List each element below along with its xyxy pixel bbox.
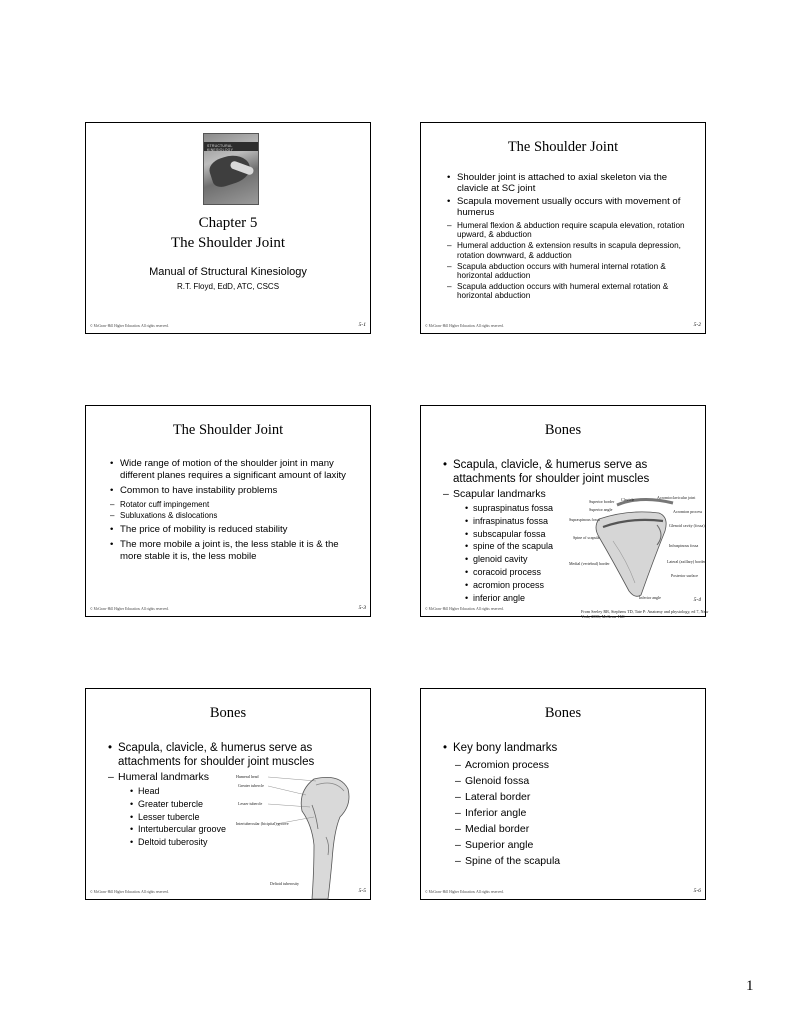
slide-6 xyxy=(420,688,706,900)
bullet-list xyxy=(443,741,560,869)
figure-label: Infraspinous fossa xyxy=(669,543,699,548)
copyright: © McGraw-Hill Higher Education. All rights reserved. xyxy=(90,607,169,611)
page-number: 1 xyxy=(746,978,754,994)
figure-label: Medial (vertebral) border xyxy=(569,561,610,566)
figure-label: Deltoid tuberosity xyxy=(270,881,299,886)
landmark-item: • Deltoid tuberosity xyxy=(130,836,250,849)
copyright: © McGraw-Hill Higher Education. All rights reserved. xyxy=(425,890,504,894)
figure-label: Humeral head xyxy=(236,774,259,779)
slide-title: Bones xyxy=(544,705,582,721)
bullet: • Key bony landmarks xyxy=(443,741,560,755)
landmark-item: • Head xyxy=(130,785,250,798)
slide-4 xyxy=(420,405,709,620)
figure-label: Spine of scapula xyxy=(573,535,600,540)
chapter-number: Chapter 5 xyxy=(198,215,258,231)
bullet: • Wide range of motion of the shoulder joint in many different planes requires a significant amount of laxity xyxy=(110,458,350,482)
sub-bullet: – Spine of the scapula xyxy=(455,853,560,869)
landmark-item: • subscapular fossa xyxy=(465,528,575,541)
copyright: © McGraw-Hill Higher Education. All rights reserved. xyxy=(90,890,169,894)
book-cover-image xyxy=(203,133,259,205)
figure-label: Clavicle xyxy=(621,497,635,502)
author: R.T. Floyd, EdD, ATC, CSCS xyxy=(176,282,280,291)
chapter-title: The Shoulder Joint xyxy=(170,235,286,251)
figure-label: Acromioclavicular joint xyxy=(657,495,696,500)
sub-bullet: – Scapular landmarks xyxy=(443,488,683,501)
bullet: • Common to have instability problems xyxy=(110,485,350,497)
bullet: • The price of mobility is reduced stability xyxy=(110,524,350,536)
humerus-illustration xyxy=(236,771,366,899)
landmark-item: • coracoid process xyxy=(465,566,575,579)
bullet: • Scapula movement usually occurs with movement of humerus xyxy=(447,197,697,218)
slide-title: Bones xyxy=(544,422,582,438)
sub-bullet: – Scapula adduction occurs with humeral external rotation & horizontal abduction xyxy=(447,282,697,300)
bullet-list xyxy=(110,458,350,566)
figure-label: Intertubercular (bicipital) groove xyxy=(236,821,289,826)
copyright: © McGraw-Hill Higher Education. All rights reserved. xyxy=(90,324,169,328)
figure-label: Superior angle xyxy=(589,507,613,512)
figure-source: From Seeley RR, Stephens TD, Tate P: Anatomy and physiology, ed 7, New York, 2006, McGraw-Hill xyxy=(581,609,709,620)
sub-bullet: – Scapula abduction occurs with humeral internal rotation & horizontal adduction xyxy=(447,262,697,280)
slide-number: 5-3 xyxy=(358,605,366,611)
cover-band-text: STRUCTURAL KINESIOLOGY xyxy=(207,144,234,152)
copyright: © McGraw-Hill Higher Education. All rights reserved. xyxy=(425,607,504,611)
slide-title: The Shoulder Joint xyxy=(172,422,284,438)
figure-label: Lateral (axillary) border xyxy=(667,559,706,564)
figure-label: Greater tubercle xyxy=(238,783,264,788)
figure-label: Superior border xyxy=(589,499,615,504)
sub-bullet: – Acromion process xyxy=(455,757,560,773)
landmark-item: • inferior angle xyxy=(465,592,575,605)
slide-number: 5-2 xyxy=(693,322,701,328)
sub-bullet: – Humeral landmarks xyxy=(108,771,348,784)
slide-title: Bones xyxy=(209,705,247,721)
figure-label: Acromion process xyxy=(673,509,703,514)
bullet: • Scapula, clavicle, & humerus serve as attachments for shoulder joint muscles xyxy=(443,458,683,486)
figure-label: Lesser tubercle xyxy=(238,801,263,806)
scapula-illustration xyxy=(569,491,706,603)
chapter-heading xyxy=(86,213,370,253)
slide-number: 5-6 xyxy=(693,888,701,894)
sub-bullet: – Inferior angle xyxy=(455,805,560,821)
slide-title: The Shoulder Joint xyxy=(507,139,619,155)
bullet: • The more mobile a joint is, the less stable it is & the more stable it is, the less mobile xyxy=(110,539,350,563)
slide-number: 5-4 xyxy=(693,597,701,603)
slide-2 xyxy=(420,122,706,334)
landmark-item: • Greater tubercle xyxy=(130,798,250,811)
sub-bullet: – Superior angle xyxy=(455,837,560,853)
slide-5 xyxy=(85,688,371,900)
bullet: • Scapula, clavicle, & humerus serve as attachments for shoulder joint muscles xyxy=(108,741,348,769)
figure-label: Posterior surface xyxy=(671,573,698,578)
landmark-item: • spine of the scapula xyxy=(465,540,575,553)
landmark-item: • infraspinatus fossa xyxy=(465,515,575,528)
landmark-item: • Intertubercular groove xyxy=(130,823,250,836)
landmark-item: • supraspinatus fossa xyxy=(465,502,575,515)
sub-bullet: – Lateral border xyxy=(455,789,560,805)
slide-1 xyxy=(85,122,371,334)
sub-bullet: – Medial border xyxy=(455,821,560,837)
sub-bullet: – Humeral flexion & abduction require scapula elevation, rotation upward, & abduction xyxy=(447,221,697,239)
slide-number: 5-5 xyxy=(358,888,366,894)
bullet: • Shoulder joint is attached to axial skeleton via the clavicle at SC joint xyxy=(447,173,697,194)
book-title: Manual of Structural Kinesiology xyxy=(149,266,307,278)
figure-label: Supraspinous fossa xyxy=(569,517,600,522)
landmark-item: • Lesser tubercle xyxy=(130,811,250,824)
copyright: © McGraw-Hill Higher Education. All rights reserved. xyxy=(425,324,504,328)
sub-bullet: – Humeral adduction & extension results in scapula depression, rotation downward, & adduction xyxy=(447,241,697,259)
sub-bullet: – Glenoid fossa xyxy=(455,773,560,789)
bullet-list xyxy=(447,173,697,304)
landmark-item: • glenoid cavity xyxy=(465,553,575,566)
sub-bullet: – Subluxations & dislocations xyxy=(110,510,350,521)
sub-bullet: – Rotator cuff impingement xyxy=(110,499,350,510)
figure-label: Inferior angle xyxy=(639,595,661,600)
slide-3 xyxy=(85,405,371,617)
slide-number: 5-1 xyxy=(358,322,366,328)
landmark-item: • acromion process xyxy=(465,579,575,592)
figure-label: Glenoid cavity (fossa) xyxy=(669,523,705,528)
